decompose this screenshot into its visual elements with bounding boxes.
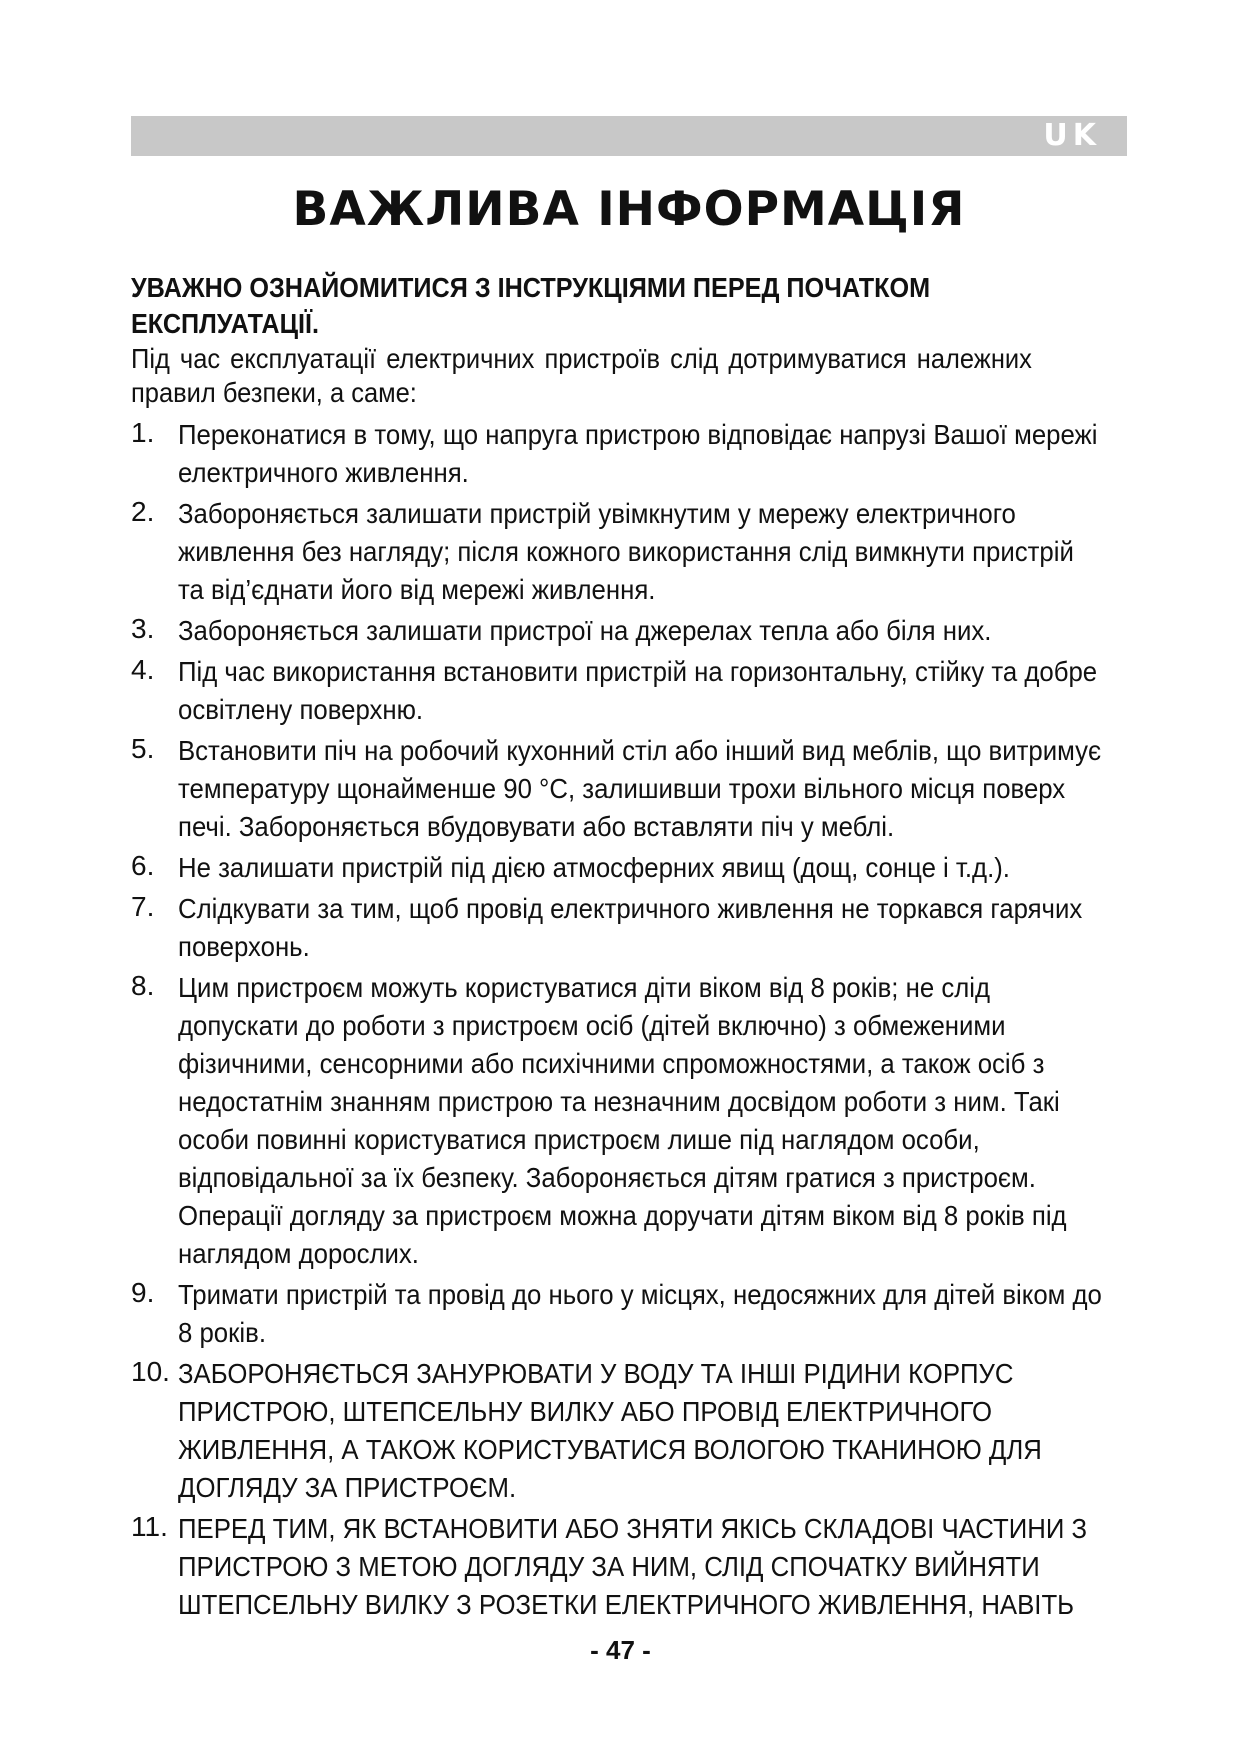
item-number: 11. [131,1511,168,1542]
intro-line: правил безпеки, а саме: [131,377,417,408]
page-number: - 47 - [590,1635,651,1665]
list-item [131,890,1131,966]
item-number: 1. [131,417,155,448]
subtitle-line: УВАЖНО ОЗНАЙОМИТИСЯ З ІНСТРУКЦІЯМИ ПЕРЕД ПОЧАТКОМ [131,272,931,303]
item-number: 5. [131,733,155,764]
language-code: UK [1043,118,1101,153]
list-item [131,849,1131,887]
item-text: Забороняється залишати пристрій увімкнутим у мережу електричного живлення без нагляду; після кожного використання слід вимкнути пристрій та від’єднати його від мережі живлення. [178,498,1074,605]
page-title: ВАЖЛИВА ІНФОРМАЦІЯ [292,182,966,237]
safety-instructions-list [131,416,1131,1624]
document-body [131,270,1131,1627]
item-number: 9. [131,1277,155,1308]
item-text: Тримати пристрій та провід до нього у місцях, недосяжних для дітей віком до 8 років. [178,1279,1102,1348]
item-number: 10. [131,1356,170,1387]
item-text: Під час використання встановити пристрій на горизонтальну, стійку та добре освітлену поверхню. [178,656,1098,725]
item-number: 2. [131,496,155,527]
subtitle [131,270,1031,342]
item-text: Переконатися в тому, що напруга пристрою відповідає напрузі Вашої мережі електричного живлення. [178,419,1098,488]
list-item [131,1355,1131,1507]
item-text: ЗАБОРОНЯЄТЬСЯ ЗАНУРЮВАТИ У ВОДУ ТА ІНШІ РІДИНИ КОРПУС ПРИСТРОЮ, ШТЕПСЕЛЬНУ ВИЛКУ АБО ПРОВІД ЕЛЕКТРИЧНОГО ЖИВЛЕННЯ, А ТАКОЖ КОРИСТУВАТИСЯ ВОЛОГОЮ ТКАНИНОЮ ДЛЯ ДОГЛЯДУ ЗА ПРИСТРОЄМ. [178,1358,1042,1503]
item-text: Забороняється залишати пристрої на джерелах тепла або біля них. [178,615,992,646]
list-item [131,732,1131,846]
item-number: 3. [131,613,155,644]
list-item [131,969,1131,1273]
item-number: 8. [131,970,155,1001]
intro-paragraph [131,342,1032,410]
item-text: Не залишати пристрій під дією атмосферних явищ (дощ, сонце і т.д.). [178,852,1010,883]
item-number: 6. [131,850,155,881]
subtitle-line: ЕКСПЛУАТАЦІЇ. [131,308,319,339]
list-item [131,1510,1131,1624]
item-number: 4. [131,654,155,685]
list-item [131,612,1131,650]
item-text: ПЕРЕД ТИМ, ЯК ВСТАНОВИТИ АБО ЗНЯТИ ЯКІСЬ СКЛАДОВІ ЧАСТИНИ З ПРИСТРОЮ З МЕТОЮ ДОГЛЯДУ ЗА НИМ, СЛІД СПОЧАТКУ ВИЙНЯТИ ШТЕПСЕЛЬНУ ВИЛКУ З РОЗЕТКИ ЕЛЕКТРИЧНОГО ЖИВЛЕННЯ, НАВІТЬ [178,1513,1088,1620]
intro-line: Під час експлуатації електричних пристроїв слід дотримуватися належних [131,343,1032,374]
language-header-bar [131,116,1127,156]
item-text: Встановити піч на робочий кухонний стіл або інший вид меблів, що витримує температуру щонайменше 90 °C, залишивши трохи вільного місця поверх печі. Забороняється вбудовувати або вставляти піч у меблі. [178,735,1102,842]
item-text: Цим пристроєм можуть користуватися діти віком від 8 років; не слід допускати до роботи з пристроєм осіб (дітей включно) з обмеженими фізичними, сенсорними або психічними спроможностями, а також осіб з недостатнім знанням пристрою та незначним досвідом роботи з ним. Такі особи повинні користуватися пристроєм лише під наглядом особи, відповідальної за їх безпеку. Забороняється дітям гратися з пристроєм. Операції догляду за пристроєм можна доручати дітям віком від 8 років під наглядом дорослих. [178,972,1067,1269]
list-item [131,416,1131,492]
item-text: Слідкувати за тим, щоб провід електричного живлення не торкався гарячих поверхонь. [178,893,1083,962]
list-item [131,653,1131,729]
item-number: 7. [131,891,155,922]
list-item [131,1276,1131,1352]
list-item [131,495,1131,609]
